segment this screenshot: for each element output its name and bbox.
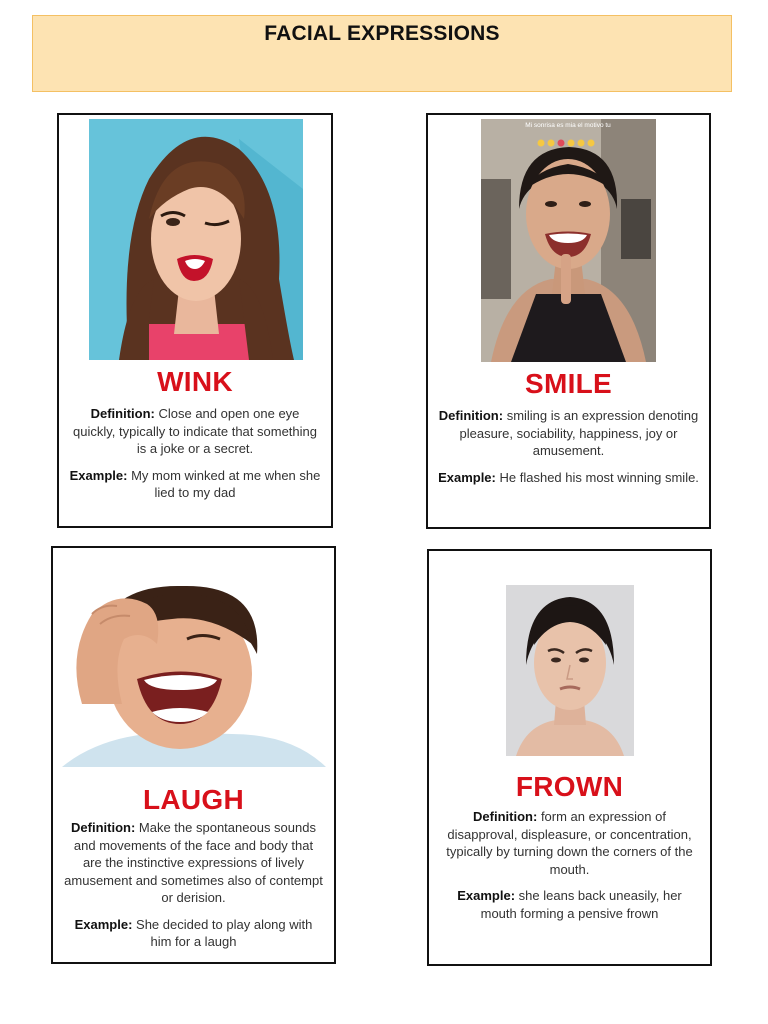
card-title-frown: FROWN xyxy=(515,771,624,802)
card-text-wink xyxy=(69,405,321,511)
wink-photo xyxy=(89,119,303,360)
definition-frown: Definition: form an expression of disapproval, displeasure, or concentration, typically by turning down the corners of the mouth. xyxy=(446,809,693,877)
smile-overlay-text: Mi sonrisa es mia el motivo tu xyxy=(525,122,611,129)
card-text-smile xyxy=(438,407,699,495)
page-title: FACIAL EXPRESSIONS xyxy=(264,22,500,45)
card-frown xyxy=(427,549,712,966)
card-title-wink: WINK xyxy=(157,366,233,397)
page-header xyxy=(32,15,732,92)
frown-photo xyxy=(506,585,634,756)
card-smile xyxy=(426,113,711,529)
card-laugh xyxy=(51,546,336,964)
definition-wink: Definition: Close and open one eye quickly, typically to indicate that something is a joke or a secret. xyxy=(73,406,317,456)
example-laugh: Example: She decided to play along with him for a laugh xyxy=(74,916,313,949)
definition-laugh: Definition: Make the spontaneous sounds and movements of the face and body that are the instinctive expressions of lively amusement and sometimes also of contempt or derision. xyxy=(64,820,323,905)
example-wink: Example: My mom winked at me when she lied to my dad xyxy=(69,467,321,500)
card-title-laugh: LAUGH xyxy=(142,784,245,815)
smile-photo xyxy=(481,119,656,362)
card-text-laugh xyxy=(63,819,324,960)
definition-smile: Definition: smiling is an expression denoting pleasure, sociability, happiness, joy or amusement. xyxy=(438,408,699,458)
example-frown: Example: she leans back uneasily, her mouth forming a pensive frown xyxy=(457,888,682,921)
card-text-frown xyxy=(439,808,700,931)
card-title-smile: SMILE xyxy=(524,368,613,399)
example-smile: Example: He flashed his most winning smile. xyxy=(438,469,699,485)
laugh-photo xyxy=(62,584,326,767)
card-wink xyxy=(57,113,333,528)
